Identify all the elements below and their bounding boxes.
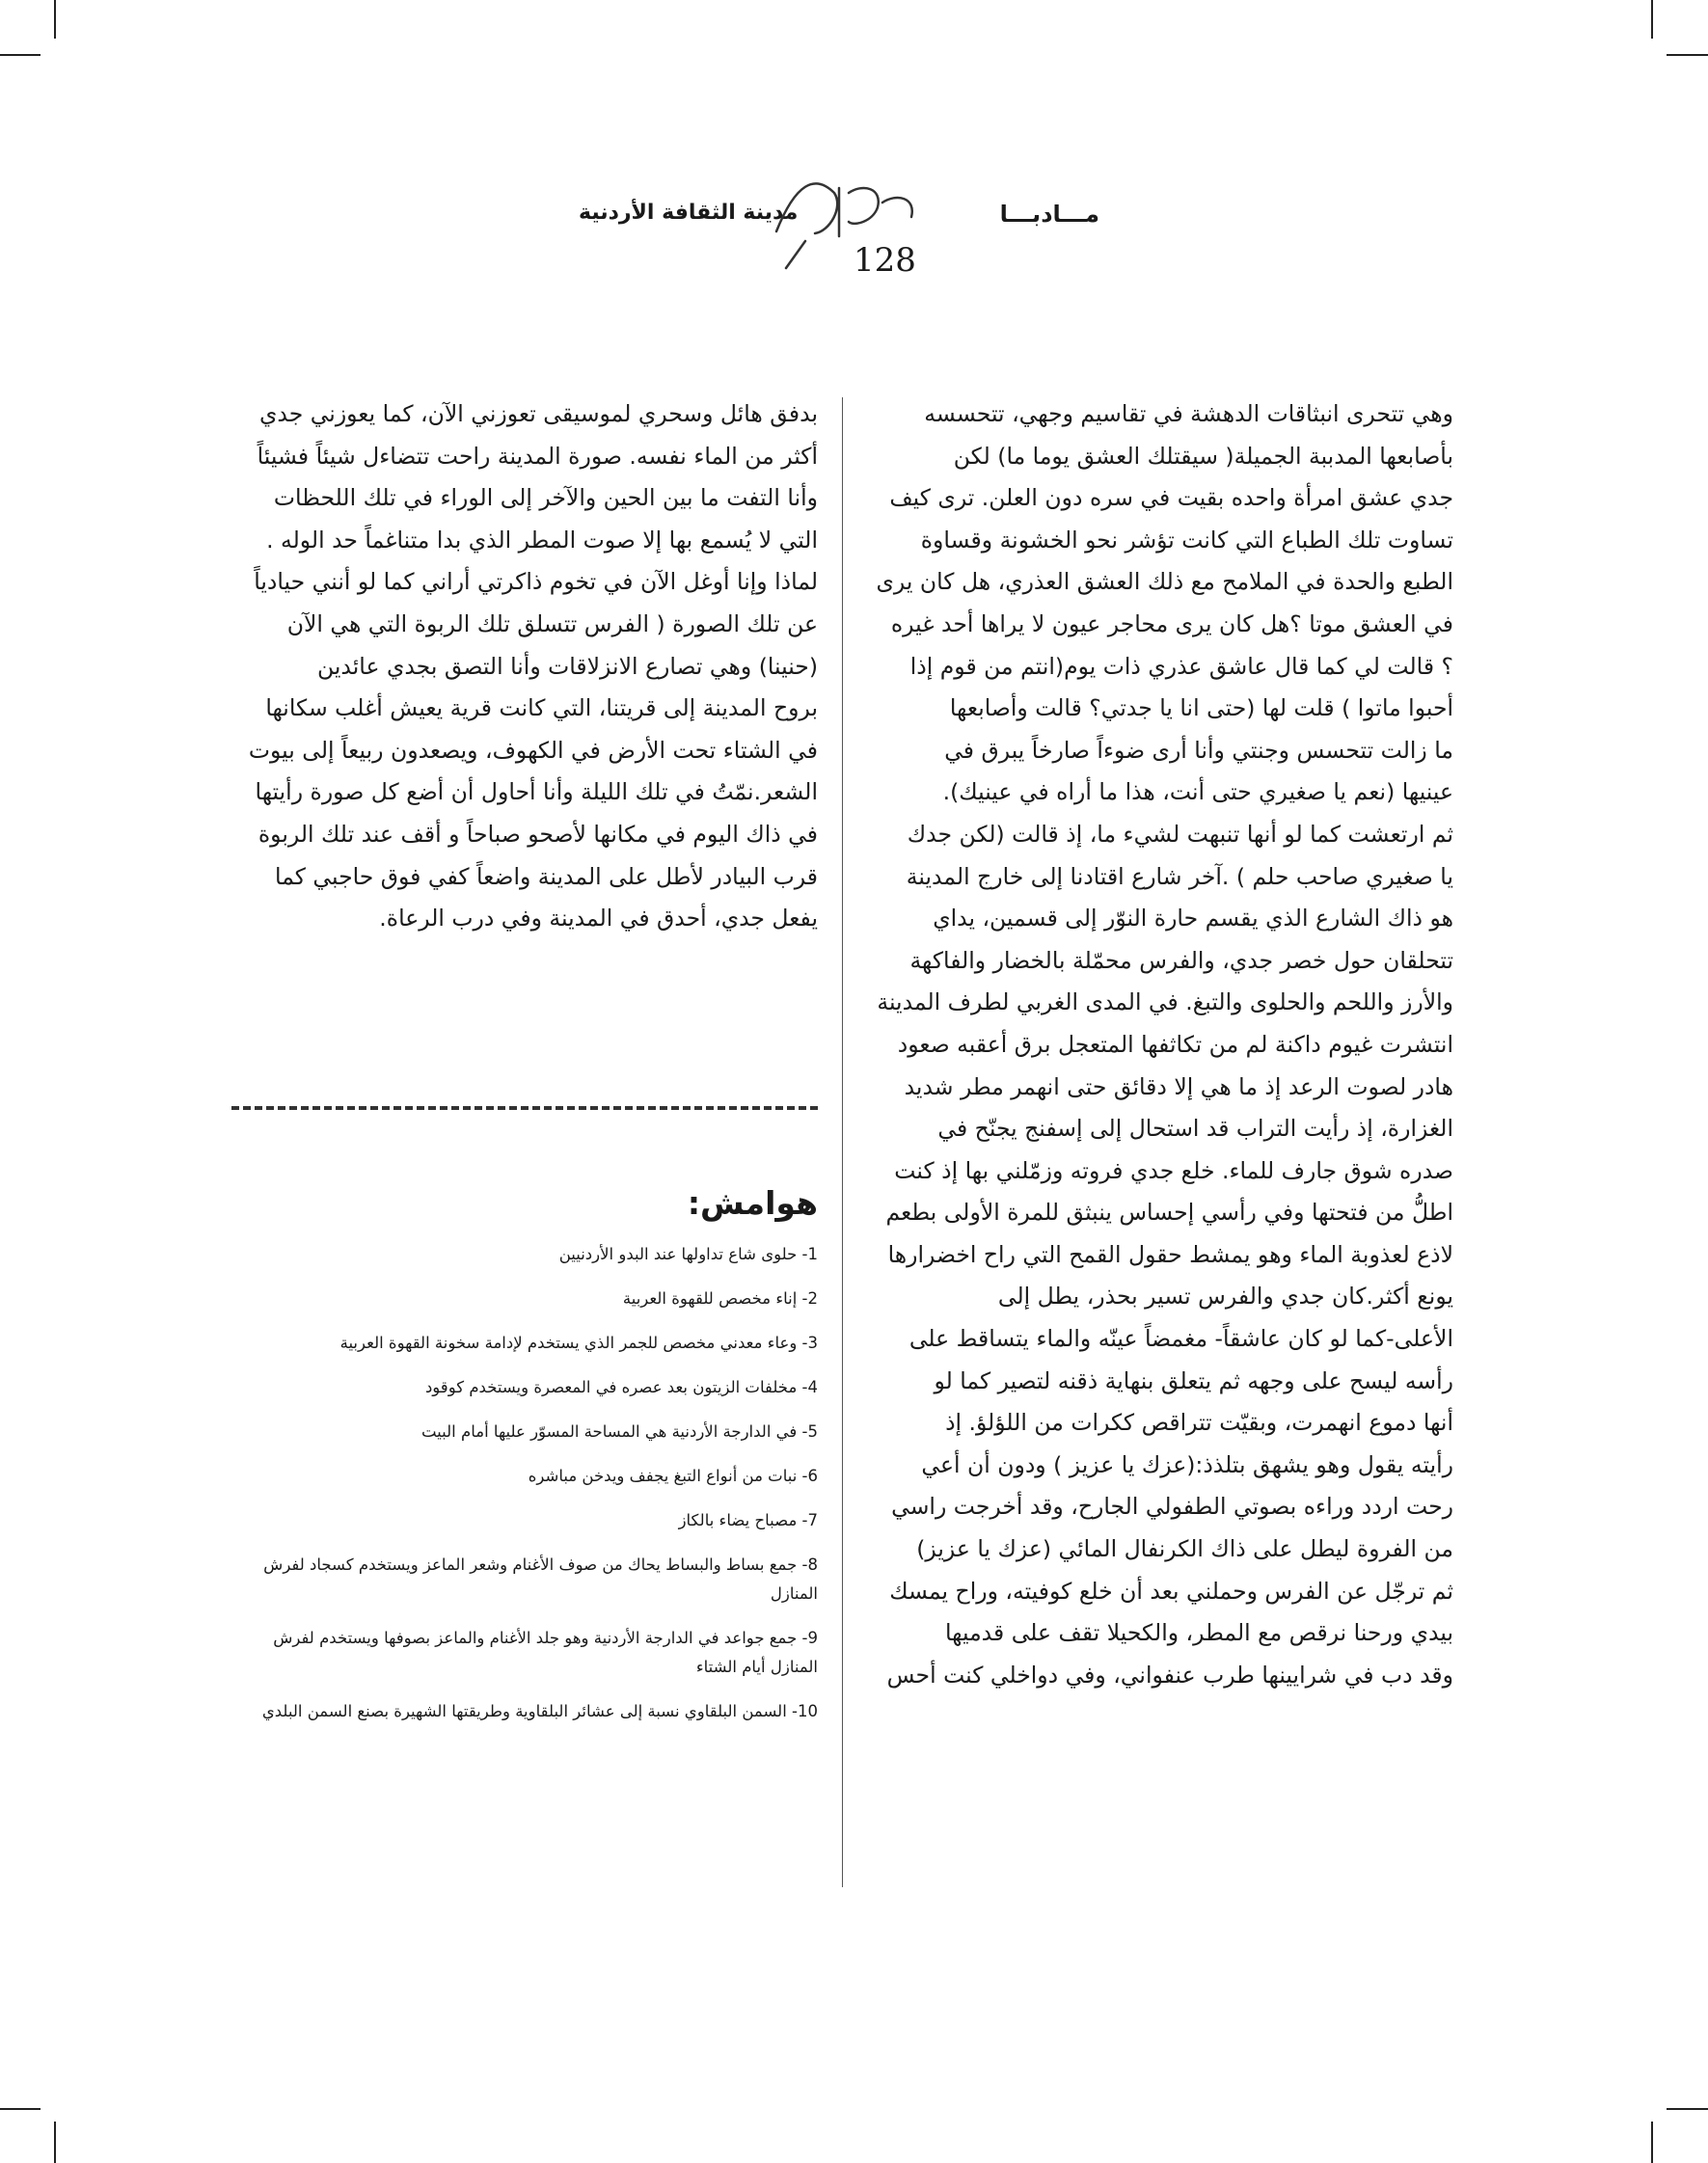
magazine-subtitle: مدينة الثقافة الأردنية: [579, 201, 799, 225]
text-line: الغزارة، إذ رأيت التراب قد استحال إلى إسفنج يجنّح في: [937, 1115, 1453, 1143]
text-line: ثم ترجّل عن الفرس وحملني بعد أن خلع كوفيته، وراح يمسك: [889, 1577, 1453, 1605]
text-line: تتحلقان حول خصر جدي، والفرس محمّلة بالخضار والفاكهة: [909, 946, 1453, 974]
footnote-item: 8- جمع بساط والبساط يحاك من صوف الأغنام وشعر الماعز ويستخدم كسجاد لفرش المنازل: [263, 1555, 818, 1603]
text-line: رأسه ليسح على وجهه ثم يتعلق بنهاية ذقنه لتصير كما لو: [934, 1366, 1453, 1394]
text-line: بيدي ورحنا نرقص مع المطر، والكحيلا تقف على قدميها: [944, 1619, 1453, 1647]
footnotes-list: [231, 1240, 818, 1742]
crop-mark: [0, 54, 41, 56]
text-line: في ذاك اليوم في مكانها لأصحو صباحاً و أقف عند تلك الربوة: [258, 820, 818, 848]
text-line: صدره شوق جارف للماء. خلع جدي فروته وزمّلني بها إذ كنت: [894, 1156, 1453, 1184]
text-line: لماذا وإنا أوغل الآن في تخوم ذاكرتي أراني كما لو أنني حيادياً: [254, 568, 818, 596]
footnotes-heading: هوامش:: [687, 1184, 818, 1222]
text-line: بدفق هائل وسحري لموسيقى تعوزني الآن، كما يعوزني جدي: [258, 400, 818, 427]
text-line: وأنا التفت ما بين الحين والآخر إلى الوراء في تلك اللحظات: [273, 484, 818, 512]
crop-mark: [1651, 0, 1653, 39]
footnote-item: 3- وعاء معدني مخصص للجمر الذي يستخدم لإدامة سخونة القهوة العربية: [339, 1334, 818, 1352]
text-line: يا صغيري صاحب حلم ) .آخر شارع اقتادنا إلى خارج المدينة: [906, 862, 1453, 890]
text-line: انتشرت غيوم داكنة لم من تكاثفها المتعجل برق أعقبه صعود: [897, 1030, 1453, 1058]
text-line: التي لا يُسمع بها إلا صوت المطر الذي بدا متناغماً حد الوله .: [266, 526, 818, 554]
text-line: لاذع لعذوبة الماء وهو يمشط حقول القمح التي راح اخضرارها: [887, 1240, 1453, 1268]
text-line: ما زالت تتحسس وجنتي وأنا أرى ضوءاً صارخاً يبرق في: [944, 736, 1453, 764]
text-line: رحت اردد وراءه بصوتي الطفولي الجارح، وقد أخرجت راسي: [891, 1493, 1453, 1521]
column-divider: [842, 397, 843, 1887]
text-line: الطبع والحدة في الملامح مع ذلك العشق العذري، هل كان يرى: [876, 568, 1453, 596]
footnote-item: 4- مخلفات الزيتون بعد عصره في المعصرة ويستخدم كوقود: [424, 1378, 818, 1396]
text-line: تساوت تلك الطباع التي كانت تؤشر نحو الخشونة وقساوة: [920, 526, 1453, 554]
text-line: في الشتاء تحت الأرض في الكهوف، ويصعدون ربيعاً إلى بيوت: [248, 736, 818, 764]
text-line: والأرز واللحم والحلوى والتبغ. في المدى الغربي لطرف المدينة: [877, 988, 1453, 1016]
crop-mark: [54, 2122, 56, 2163]
footnote-item: 10- السمن البلقاوي نسبة إلى عشائر البلقاوية وطريقتها الشهيرة بصنع السمن البلدي: [261, 1702, 818, 1720]
text-line: رأيته يقول وهو يشهق بتلذذ:(عزك يا عزيز ) ودون أن أعي: [921, 1450, 1453, 1478]
footnote-item: 7- مصباح يضاء بالكاز: [678, 1511, 818, 1529]
crop-mark: [0, 2108, 41, 2110]
text-line: ؟ قالت لي كما قال عاشق عذري ذات يوم(انتم من قوم إذا: [909, 652, 1453, 680]
text-line: عينيها (نعم يا صغيري حتى أنت، هذا ما أراه في عينيك).: [942, 778, 1453, 806]
footnote-separator: [231, 1106, 818, 1110]
footnote-item: 6- نبات من أنواع التبغ يجفف ويدخن مباشره: [528, 1467, 818, 1485]
text-line: هادر لصوت الرعد إذ ما هي إلا دقائق حتى انهمر مطر شديد: [904, 1072, 1453, 1100]
text-line: جدي عشق امرأة واحده بقيت في سره دون العلن. ترى كيف: [889, 484, 1453, 512]
footnote-item: 2- إناء مخصص للقهوة العربية: [622, 1289, 818, 1308]
text-line: الأعلى-كما لو كان عاشقاً- مغمضاً عينّه والماء يتساقط على: [908, 1325, 1453, 1353]
crop-mark: [1667, 54, 1708, 56]
text-line: الشعر.نمّتُ في تلك الليلة وأنا أحاول أن أضع كل صورة رأيتها: [255, 778, 818, 806]
text-line: يونع أكثر.كان جدي والفرس تسير بحذر، يطل إلى: [997, 1283, 1453, 1311]
body-column-left: [231, 393, 818, 940]
text-line: وهي تتحرى انبثاقات الدهشة في تقاسيم وجهي، تتحسسه: [924, 400, 1453, 427]
text-line: هو ذاك الشارع الذي يقسم حارة النوّر إلى قسمين، يداي: [933, 905, 1453, 933]
crop-mark: [1667, 2108, 1708, 2110]
crop-mark: [54, 0, 56, 39]
body-column-right: [870, 393, 1453, 1696]
text-line: بروح المدينة إلى قريتنا، التي كانت قرية يعيش أغلب سكانها: [265, 694, 818, 722]
text-line: وقد دب في شرايينها طرب عنفواني، وفي دواخلي كنت أحس: [886, 1661, 1453, 1689]
crop-mark: [1651, 2122, 1653, 2163]
text-line: (حنينا) وهي تصارع الانزلاقات وأنا التصق بجدي عائدين: [317, 652, 818, 680]
footnote-item: 1- حلوى شاع تداولها عند البدو الأردنيين: [558, 1245, 818, 1263]
page-header: [579, 164, 1099, 280]
text-line: اطلُّ من فتحتها وفي رأسي إحساس ينبثق للمرة الأولى بطعم: [885, 1199, 1453, 1227]
text-line: في العشق موتا ؟هل كان يرى محاجر عيون لا يراها أحد غيره: [890, 609, 1453, 637]
page-number: 128: [854, 241, 916, 280]
text-line: أنها دموع انهمرت، وبقيّت تتراقص ككرات من اللؤلؤ. إذ: [945, 1409, 1453, 1437]
text-line: عن تلك الصورة ( الفرس تتسلق تلك الربوة التي هي الآن: [286, 609, 818, 637]
footnote-item: 9- جمع جواعد في الدارجة الأردنية وهو جلد الأغنام والماعز بصوفها ويستخدم لفرش المنازل أيام الشتاء: [273, 1629, 818, 1676]
text-line: أحبوا ماتوا ) قلت لها (حتى انا يا جدتي؟ قالت وأصابعها: [949, 694, 1453, 722]
text-line: قرب البيادر لأطل على المدينة واضعاً كفي فوق حاجبي كما: [275, 862, 818, 890]
text-line: من الفروة ليطل على ذاك الكرنفال المائي (عزك يا عزيز): [916, 1535, 1453, 1563]
footnote-item: 5- في الدارجة الأردنية هي المساحة المسوّر عليها أمام البيت: [420, 1422, 818, 1441]
text-line: أكثر من الماء نفسه. صورة المدينة راحت تتضاءل شيئاً فشيئاً: [257, 442, 818, 470]
text-line: يفعل جدي، أحدق في المدينة وفي درب الرعاة.: [379, 905, 818, 933]
text-line: بأصابعها المدببة الجميلة( سيقتلك العشق يوما ما) لكن: [953, 442, 1453, 470]
magazine-title: مـــادبـــا: [999, 201, 1099, 228]
text-line: ثم ارتعشت كما لو أنها تنبهت لشيء ما، إذ قالت (لكن جدك: [907, 820, 1453, 848]
